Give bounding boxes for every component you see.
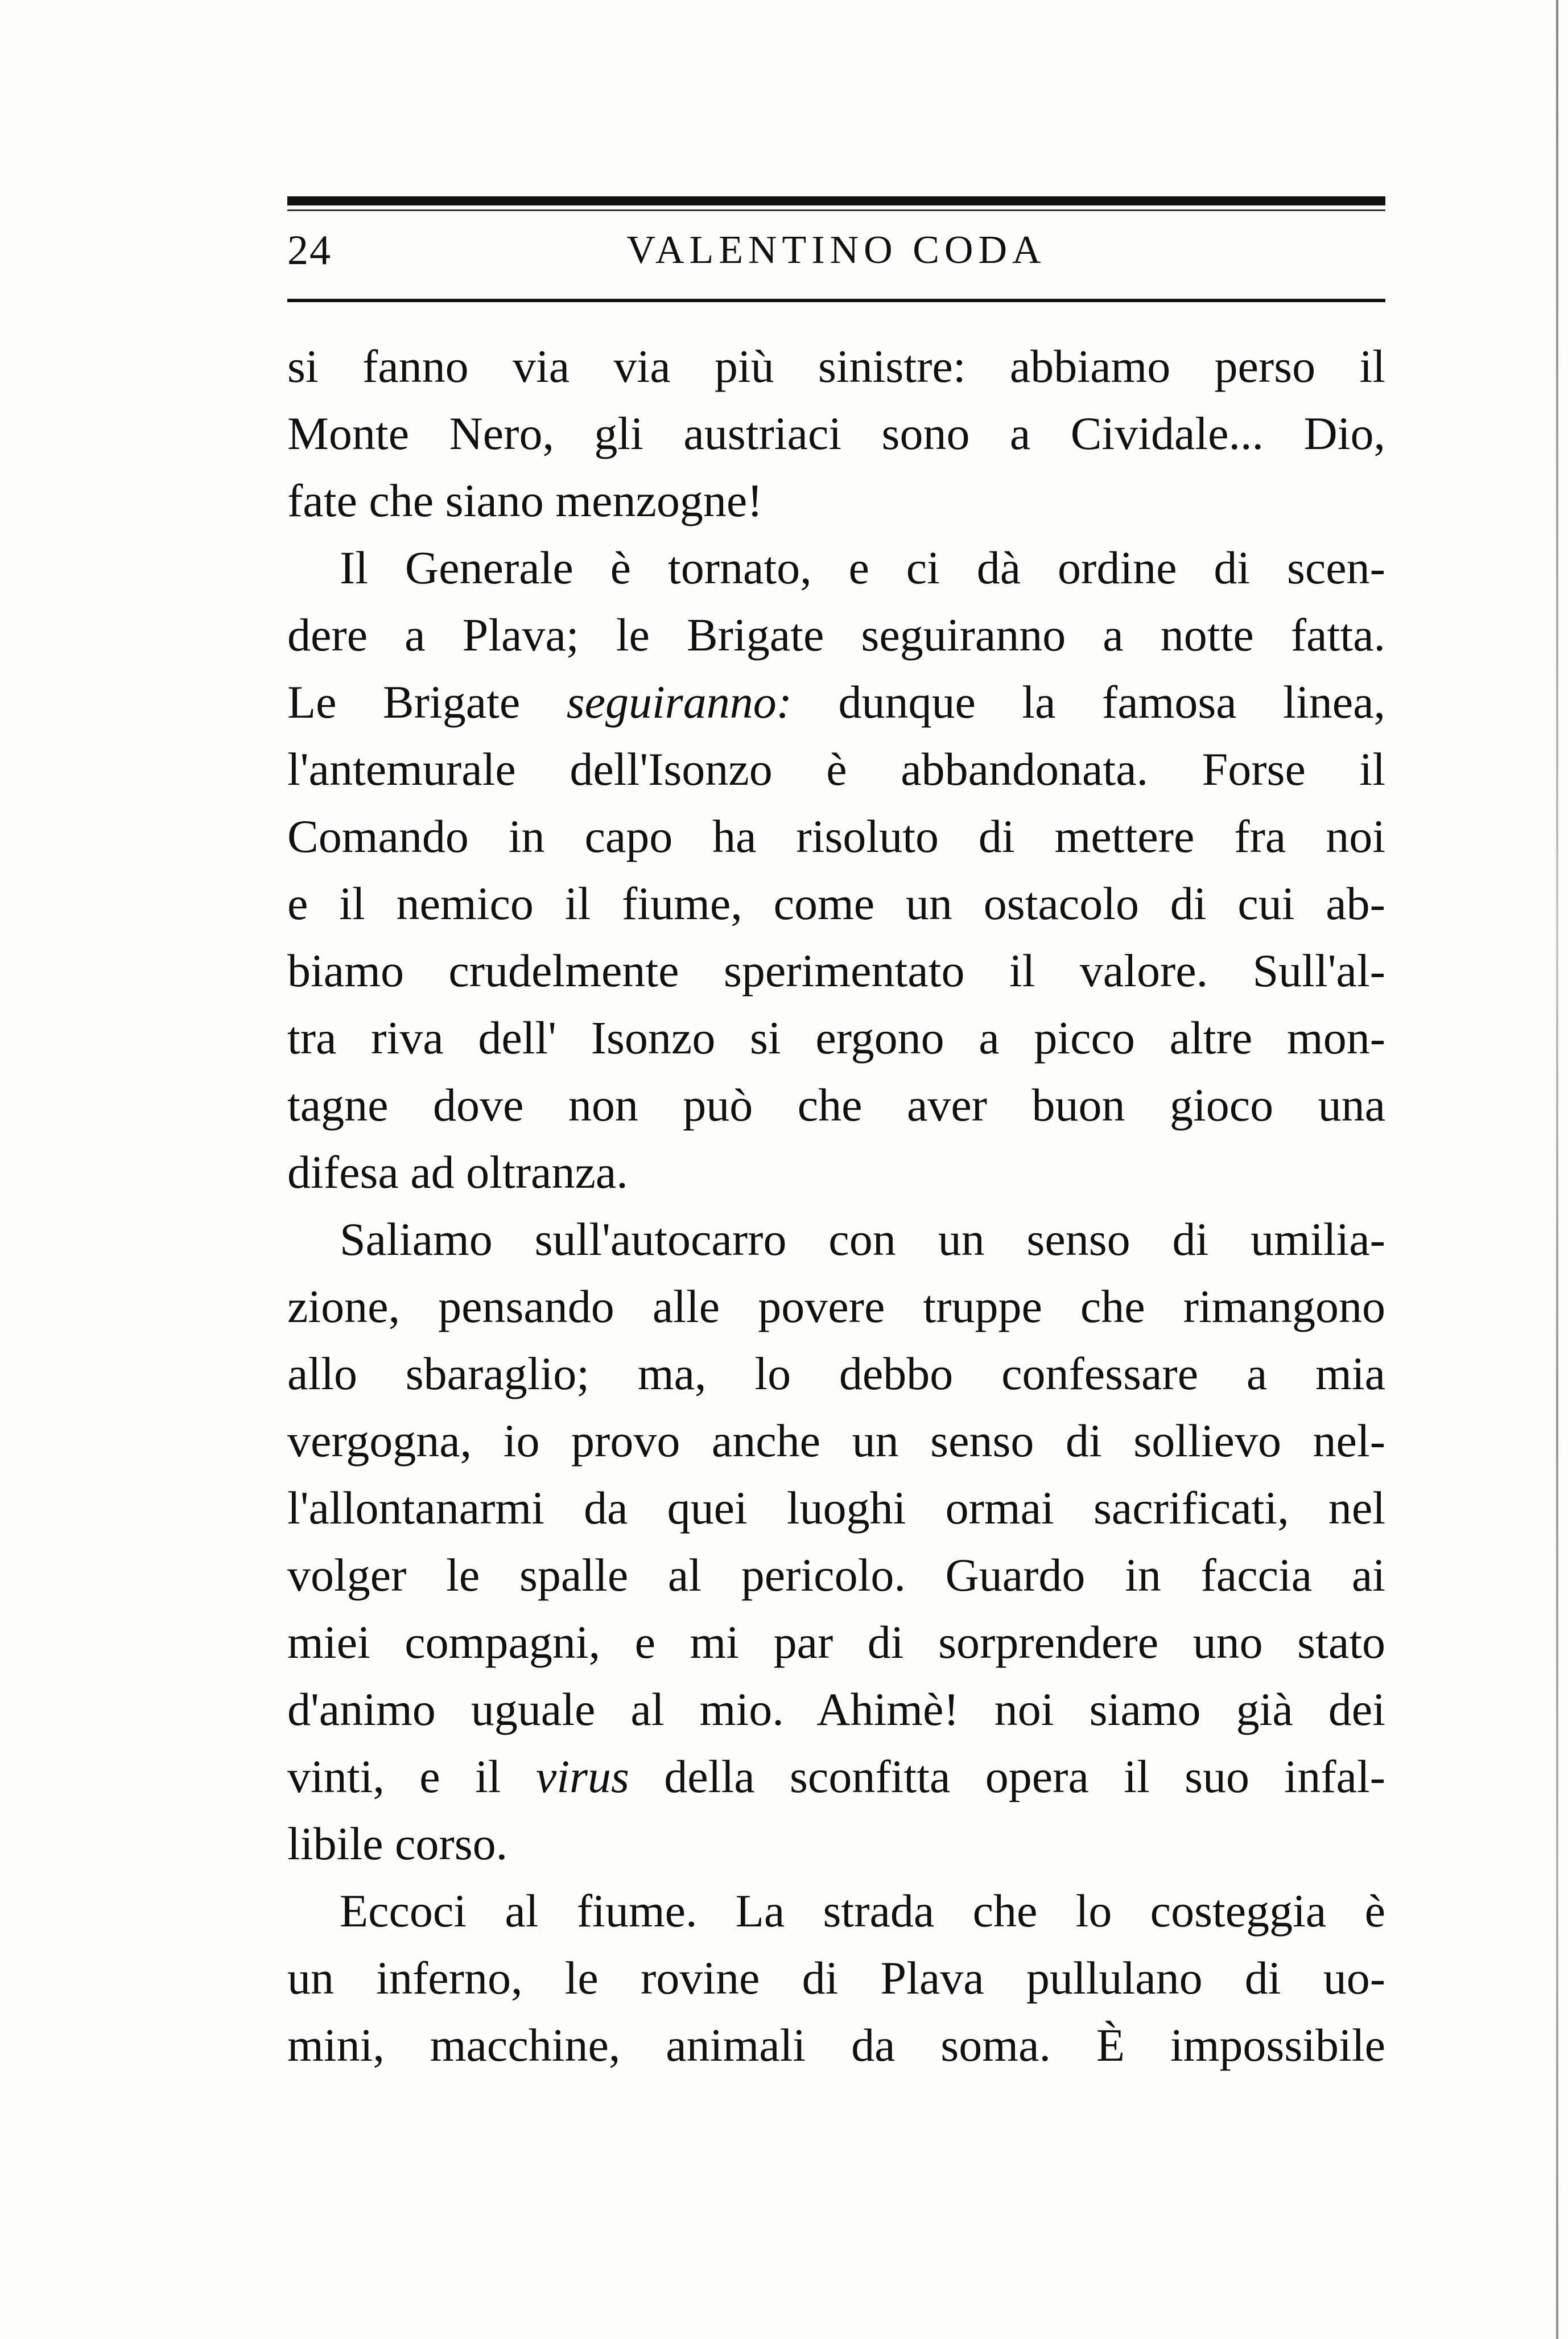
- header-rule-thin: [287, 209, 1385, 211]
- text-line: libile corso.: [287, 1818, 508, 1869]
- text-line: si fanno via via più sinistre: abbiamo perso il: [287, 340, 1385, 392]
- text-line: [287, 669, 1385, 736]
- text-segment: Le Brigate: [287, 676, 521, 728]
- text-line: Comando in capo ha risoluto di mettere fra noi: [287, 810, 1385, 862]
- text-line: un inferno, le rovine di Plava pullulano di uo-: [287, 1952, 1385, 2004]
- text-line: biamo crudelmente sperimentato il valore. Sull'al-: [287, 945, 1385, 996]
- text-segment: dunque la famosa linea,: [838, 676, 1385, 728]
- text-line: d'animo uguale al mio. Ahimè! noi siamo già dei: [287, 1683, 1385, 1735]
- body-text: [287, 333, 1385, 2079]
- text-line: dere a Plava; le Brigate seguiranno a notte fatta.: [287, 609, 1385, 661]
- text-line: difesa ad oltranza.: [287, 1146, 628, 1198]
- page-number: 24: [287, 227, 332, 274]
- italic-word: virus: [535, 1751, 629, 1802]
- text-line: l'antemurale dell'Isonzo è abbandonata. Forse il: [287, 743, 1385, 795]
- scan-edge: [1556, 0, 1558, 2339]
- text-segment: della sconfitta opera il suo infal-: [664, 1751, 1385, 1802]
- text-line: Il Generale è tornato, e ci dà ordine di scen-: [340, 542, 1385, 594]
- text-segment: vinti, e il: [287, 1751, 501, 1802]
- text-line: fate che siano menzogne!: [287, 475, 763, 526]
- header-rule-thick: [287, 196, 1385, 205]
- text-line: e il nemico il fiume, come un ostacolo di cui ab-: [287, 878, 1385, 929]
- text-line: tagne dove non può che aver buon gioco una: [287, 1079, 1385, 1131]
- text-line: Eccoci al fiume. La strada che lo costeggia è: [340, 1885, 1385, 1937]
- text-line: tra riva dell' Isonzo si ergono a picco altre mon-: [287, 1012, 1385, 1064]
- text-line: allo sbaraglio; ma, lo debbo confessare a mia: [287, 1348, 1385, 1399]
- text-line: mini, macchine, animali da soma. È impossibile: [287, 2019, 1385, 2071]
- text-line: Monte Nero, gli austriaci sono a Cividale... Dio,: [287, 407, 1385, 459]
- text-line: volger le spalle al pericolo. Guardo in faccia ai: [287, 1549, 1385, 1601]
- header-rule-bottom: [287, 299, 1385, 302]
- text-line: l'allontanarmi da quei luoghi ormai sacrificati, nel: [287, 1482, 1385, 1534]
- text-line: vergogna, io provo anche un senso di sollievo nel-: [287, 1415, 1385, 1467]
- italic-word: seguiranno:: [566, 676, 793, 728]
- running-head: [287, 219, 1385, 282]
- text-line: [287, 1743, 1385, 1810]
- text-line: zione, pensando alle povere truppe che rimangono: [287, 1280, 1385, 1332]
- text-line: Saliamo sull'autocarro con un senso di umilia-: [340, 1213, 1385, 1265]
- running-title: VALENTINO CODA: [626, 228, 1046, 272]
- text-line: miei compagni, e mi par di sorprendere uno stato: [287, 1616, 1385, 1668]
